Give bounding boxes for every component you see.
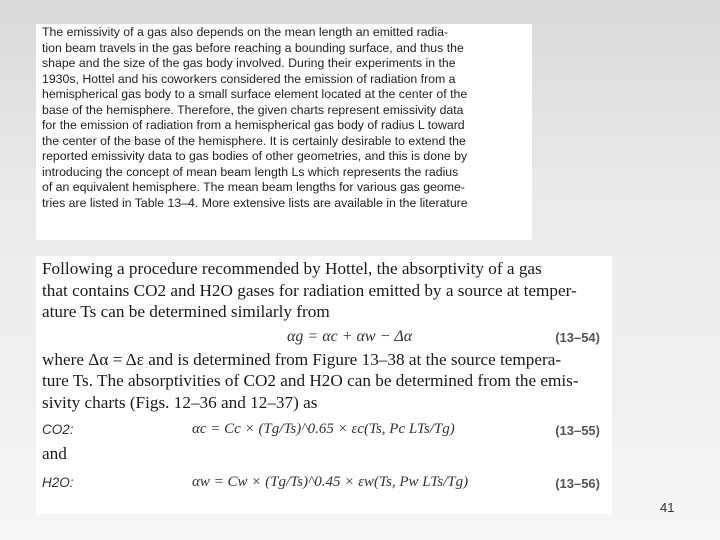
text-line: the center of the base of the hemisphere. It is certainly desirable to extend the bbox=[42, 133, 466, 148]
text-line: reported emissivity data to gas bodies of other geometries, and this is done by bbox=[42, 149, 468, 164]
equation-formula: αc = Cc × (Tg/Ts)^0.65 × εc(Ts, Pc LTs/Tg) bbox=[192, 421, 455, 437]
text-line: tion beam travels in the gas before reaching a bounding surface, and thus the bbox=[42, 40, 464, 55]
text-line: base of the hemisphere. Therefore, the given charts represent emissivity data bbox=[42, 102, 464, 117]
equation-formula: αg = αc + αw − Δα bbox=[287, 327, 413, 345]
text-line: introducing the concept of mean beam length Ls which represents the radius bbox=[42, 164, 459, 179]
text-line: ature Ts can be determined similarly from bbox=[42, 302, 330, 321]
equation-number: (13–56) bbox=[555, 476, 600, 491]
equation-number: (13–54) bbox=[555, 329, 600, 345]
equation-number: (13–55) bbox=[555, 423, 600, 438]
equation-13-55 bbox=[42, 417, 606, 442]
text-line: sivity charts (Figs. 12–36 and 12–37) as bbox=[42, 392, 318, 412]
text-line: 1930s, Hottel and his coworkers considered the emission of radiation from a bbox=[42, 71, 456, 86]
equation-13-54 bbox=[42, 323, 606, 349]
equation-label: CO2: bbox=[42, 422, 74, 437]
text-line: for the emission of radiation from a hemispherical gas body of radius L toward bbox=[42, 118, 465, 133]
text-line: shape and the size of the gas body involved. During their experiments in the bbox=[42, 56, 456, 71]
page-number: 41 bbox=[660, 500, 675, 515]
equation-label: H2O: bbox=[42, 475, 74, 490]
equation-formula: αw = Cw × (Tg/Ts)^0.45 × εw(Ts, Pw LTs/Tg) bbox=[192, 474, 469, 490]
text-line: Following a procedure recommended by Hottel, the absorptivity of a gas bbox=[42, 259, 542, 278]
text-line: The emissivity of a gas also depends on the mean length an emitted radia- bbox=[42, 25, 449, 39]
text-line: ture Ts. The absorptivities of CO2 and H2O can be determined from the emis- bbox=[42, 371, 579, 390]
text-line: tries are listed in Table 13–4. More extensive lists are available in the literature bbox=[42, 196, 468, 211]
absorptivity-section bbox=[36, 256, 612, 514]
text-line: of an equivalent hemisphere. The mean beam lengths for various gas geome- bbox=[42, 180, 465, 195]
and-text: and bbox=[42, 444, 67, 463]
text-line: that contains CO2 and H2O gases for radiation emitted by a source at temper- bbox=[42, 280, 577, 300]
equation-13-56 bbox=[42, 470, 606, 495]
text-line: hemispherical gas body to a small surface element located at the center of the bbox=[42, 87, 468, 102]
text-line: where Δα = Δε and is determined from Figure 13–38 at the source tempera- bbox=[42, 349, 562, 369]
mean-beam-length-paragraph bbox=[36, 24, 532, 240]
